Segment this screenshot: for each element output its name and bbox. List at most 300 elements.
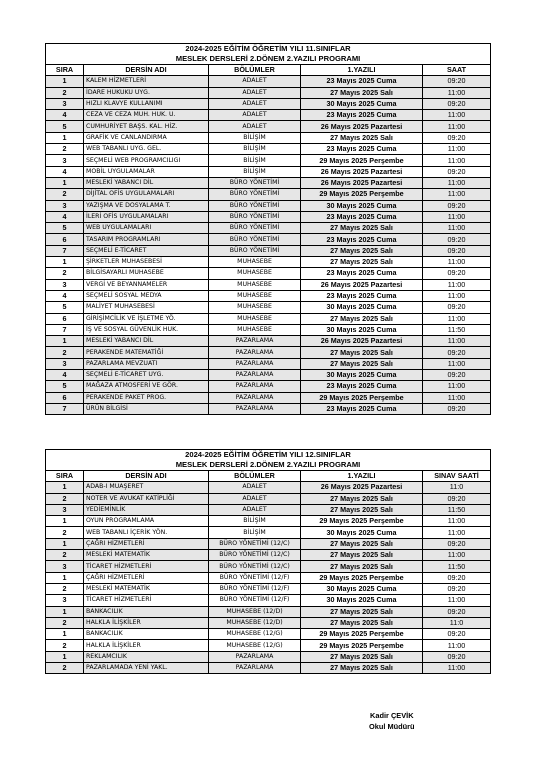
cell-yazili: 30 Mayıs 2025 Cuma bbox=[301, 98, 423, 109]
cell-yazili: 29 Mayıs 2025 Perşembe bbox=[301, 155, 423, 166]
table-row bbox=[46, 640, 491, 651]
table-row bbox=[46, 606, 491, 617]
table-row bbox=[46, 347, 491, 358]
cell-bolum: MUHASEBE bbox=[209, 302, 301, 313]
table-row bbox=[46, 279, 491, 290]
cell-yazili: 26 Mayıs 2025 Pazartesi bbox=[301, 482, 423, 493]
cell-saat: 11:00 bbox=[423, 211, 491, 222]
cell-sira: 7 bbox=[46, 403, 84, 414]
cell-sira: 1 bbox=[46, 177, 84, 188]
cell-ders: MESLEKİ YABANCI DİL bbox=[84, 177, 209, 188]
cell-ders: MESLEKİ MATEMATİK bbox=[84, 550, 209, 561]
cell-bolum: PAZARLAMA bbox=[209, 663, 301, 674]
cell-ders: MESLEKİ MATEMATİK bbox=[84, 583, 209, 594]
cell-bolum: BÜRO YÖNETİMİ (12/F) bbox=[209, 583, 301, 594]
cell-bolum: BÜRO YÖNETİMİ bbox=[209, 234, 301, 245]
cell-ders: İŞ VE SOSYAL GÜVENLİK HUK. bbox=[84, 324, 209, 335]
cell-ders: ÇAĞRI HİZMETLERİ bbox=[84, 572, 209, 583]
cell-bolum: BÜRO YÖNETİMİ bbox=[209, 223, 301, 234]
cell-saat: 11:00 bbox=[423, 640, 491, 651]
cell-ders: CEZA VE CEZA MUH. HUK. U. bbox=[84, 110, 209, 121]
schedule-table-12 bbox=[45, 449, 491, 674]
cell-ders: PAZARLAMA MEVZUATI bbox=[84, 358, 209, 369]
cell-ders: İDARE HUKUKU UYG. bbox=[84, 87, 209, 98]
cell-yazili: 27 Mayıs 2025 Salı bbox=[301, 606, 423, 617]
cell-yazili: 27 Mayıs 2025 Salı bbox=[301, 132, 423, 143]
cell-ders: SEÇMELİ WEB PROGRAMCILIGI bbox=[84, 155, 209, 166]
cell-sira: 3 bbox=[46, 98, 84, 109]
cell-ders: HIZLI KLAVYE KULLANIMI bbox=[84, 98, 209, 109]
cell-bolum: MUHASEBE bbox=[209, 313, 301, 324]
table-row bbox=[46, 370, 491, 381]
table-subtitle: MESLEK DERSLERİ 2.DÖNEM 2.YAZILI PROGRAMI bbox=[46, 54, 491, 65]
schedule-table-11 bbox=[45, 43, 491, 415]
cell-saat: 11:00 bbox=[423, 381, 491, 392]
cell-bolum: PAZARLAMA bbox=[209, 381, 301, 392]
cell-ders: REKLAMCILIK bbox=[84, 651, 209, 662]
cell-bolum: ADALET bbox=[209, 482, 301, 493]
cell-yazili: 30 Mayıs 2025 Cuma bbox=[301, 302, 423, 313]
cell-yazili: 26 Mayıs 2025 Pazartesi bbox=[301, 166, 423, 177]
cell-sira: 1 bbox=[46, 538, 84, 549]
cell-bolum: PAZARLAMA bbox=[209, 392, 301, 403]
cell-sira: 3 bbox=[46, 279, 84, 290]
cell-yazili: 30 Mayıs 2025 Cuma bbox=[301, 527, 423, 538]
cell-sira: 3 bbox=[46, 200, 84, 211]
cell-yazili: 30 Mayıs 2025 Cuma bbox=[301, 583, 423, 594]
cell-ders: MESLEKİ YABANCI DİL bbox=[84, 336, 209, 347]
cell-sira: 2 bbox=[46, 189, 84, 200]
cell-bolum: PAZARLAMA bbox=[209, 347, 301, 358]
cell-yazili: 26 Mayıs 2025 Pazartesi bbox=[301, 279, 423, 290]
cell-sira: 6 bbox=[46, 392, 84, 403]
cell-ders: ÇAĞRI HİZMETLERİ bbox=[84, 538, 209, 549]
cell-ders: BANKACILIK bbox=[84, 629, 209, 640]
cell-ders: PERAKENDE MATEMATİĞİ bbox=[84, 347, 209, 358]
table-subtitle: MESLEK DERSLERİ 2.DÖNEM 2.YAZILI PROGRAMI bbox=[46, 460, 491, 471]
table-row bbox=[46, 392, 491, 403]
cell-bolum: PAZARLAMA bbox=[209, 336, 301, 347]
cell-sira: 3 bbox=[46, 595, 84, 606]
cell-saat: 09:20 bbox=[423, 245, 491, 256]
cell-yazili: 23 Mayıs 2025 Cuma bbox=[301, 403, 423, 414]
cell-ders: ÜRÜN BİLGİSİ bbox=[84, 403, 209, 414]
cell-saat: 11:00 bbox=[423, 527, 491, 538]
cell-ders: MOBİL UYGULAMALAR bbox=[84, 166, 209, 177]
cell-sira: 2 bbox=[46, 347, 84, 358]
principal-title: Okul Müdürü bbox=[369, 722, 415, 731]
cell-bolum: ADALET bbox=[209, 110, 301, 121]
cell-saat: 09:20 bbox=[423, 76, 491, 87]
cell-bolum: ADALET bbox=[209, 98, 301, 109]
cell-bolum: MUHASEBE (12/D) bbox=[209, 606, 301, 617]
cell-saat: 11:00 bbox=[423, 516, 491, 527]
cell-ders: KALEM HİZMETLERİ bbox=[84, 76, 209, 87]
cell-yazili: 29 Mayıs 2025 Perşembe bbox=[301, 629, 423, 640]
table-row bbox=[46, 313, 491, 324]
cell-ders: PAZARLAMADA YENİ YAKL. bbox=[84, 663, 209, 674]
cell-yazili: 27 Mayıs 2025 Salı bbox=[301, 87, 423, 98]
table-row bbox=[46, 482, 491, 493]
cell-sira: 2 bbox=[46, 87, 84, 98]
cell-ders: SEÇMELİ E-TİCARET bbox=[84, 245, 209, 256]
cell-saat: 09:20 bbox=[423, 98, 491, 109]
cell-sira: 1 bbox=[46, 651, 84, 662]
cell-ders: GİRİŞİMCİLİK VE İŞLETME YÖ. bbox=[84, 313, 209, 324]
cell-sira: 4 bbox=[46, 290, 84, 301]
cell-ders: TİCARET HİZMETLERİ bbox=[84, 561, 209, 572]
cell-sira: 6 bbox=[46, 234, 84, 245]
cell-yazili: 29 Mayıs 2025 Perşembe bbox=[301, 392, 423, 403]
table-row bbox=[46, 538, 491, 549]
cell-saat: 09:20 bbox=[423, 302, 491, 313]
header-ders: DERSİN ADI bbox=[84, 471, 209, 482]
cell-saat: 11:00 bbox=[423, 595, 491, 606]
cell-saat: 09:20 bbox=[423, 629, 491, 640]
table-row bbox=[46, 245, 491, 256]
cell-ders: NOTER VE AVUKAT KATİPLİĞİ bbox=[84, 493, 209, 504]
cell-sira: 1 bbox=[46, 257, 84, 268]
cell-yazili: 23 Mayıs 2025 Cuma bbox=[301, 290, 423, 301]
cell-bolum: BÜRO YÖNETİMİ (12/C) bbox=[209, 561, 301, 572]
cell-sira: 1 bbox=[46, 132, 84, 143]
table-row bbox=[46, 302, 491, 313]
cell-saat: 11:00 bbox=[423, 223, 491, 234]
cell-bolum: BÜRO YÖNETİMİ bbox=[209, 211, 301, 222]
cell-bolum: BÜRO YÖNETİMİ (12/C) bbox=[209, 550, 301, 561]
cell-saat: 11:0 bbox=[423, 482, 491, 493]
cell-yazili: 23 Mayıs 2025 Cuma bbox=[301, 110, 423, 121]
header-yazili: 1.YAZILI bbox=[301, 65, 423, 76]
table-title: 2024-2025 EĞİTİM ÖĞRETİM YILI 12.SINIFLAR bbox=[46, 450, 491, 461]
table-row bbox=[46, 324, 491, 335]
cell-saat: 09:20 bbox=[423, 606, 491, 617]
table-row bbox=[46, 561, 491, 572]
cell-ders: WEB UYGULAMALARI bbox=[84, 223, 209, 234]
cell-bolum: BÜRO YÖNETİMİ (12/F) bbox=[209, 595, 301, 606]
cell-yazili: 26 Mayıs 2025 Pazartesi bbox=[301, 121, 423, 132]
table-row bbox=[46, 595, 491, 606]
table-row bbox=[46, 177, 491, 188]
cell-bolum: MUHASEBE bbox=[209, 324, 301, 335]
cell-yazili: 27 Mayıs 2025 Salı bbox=[301, 257, 423, 268]
table-row bbox=[46, 403, 491, 414]
cell-ders: SEÇMELİ SOSYAL MEDYA bbox=[84, 290, 209, 301]
cell-ders: TASARIM PROGRAMLARI bbox=[84, 234, 209, 245]
cell-saat: 09:20 bbox=[423, 583, 491, 594]
header-row bbox=[46, 471, 491, 482]
cell-sira: 2 bbox=[46, 493, 84, 504]
cell-bolum: BÜRO YÖNETİMİ (12/F) bbox=[209, 572, 301, 583]
cell-bolum: ADALET bbox=[209, 121, 301, 132]
cell-bolum: PAZARLAMA bbox=[209, 370, 301, 381]
table-row bbox=[46, 493, 491, 504]
table-row bbox=[46, 572, 491, 583]
cell-bolum: MUHASEBE bbox=[209, 268, 301, 279]
cell-bolum: BİLİŞİM bbox=[209, 144, 301, 155]
table-row bbox=[46, 257, 491, 268]
table-row bbox=[46, 663, 491, 674]
table-row bbox=[46, 629, 491, 640]
cell-saat: 11:00 bbox=[423, 144, 491, 155]
cell-bolum: ADALET bbox=[209, 76, 301, 87]
cell-sira: 1 bbox=[46, 516, 84, 527]
cell-bolum: BİLİŞİM bbox=[209, 132, 301, 143]
cell-saat: 11:50 bbox=[423, 504, 491, 515]
cell-saat: 09:20 bbox=[423, 651, 491, 662]
cell-yazili: 30 Mayıs 2025 Cuma bbox=[301, 370, 423, 381]
cell-sira: 5 bbox=[46, 121, 84, 132]
header-bolum: BÖLÜMLER bbox=[209, 65, 301, 76]
cell-saat: 11:00 bbox=[423, 392, 491, 403]
table-row bbox=[46, 223, 491, 234]
table-row bbox=[46, 290, 491, 301]
cell-sira: 3 bbox=[46, 358, 84, 369]
cell-yazili: 29 Mayıs 2025 Perşembe bbox=[301, 189, 423, 200]
cell-sira: 1 bbox=[46, 572, 84, 583]
table-row bbox=[46, 200, 491, 211]
table-row bbox=[46, 550, 491, 561]
table-row bbox=[46, 211, 491, 222]
cell-yazili: 23 Mayıs 2025 Cuma bbox=[301, 144, 423, 155]
cell-ders: BİLGİSAYARLI MUHASEBE bbox=[84, 268, 209, 279]
cell-yazili: 27 Mayıs 2025 Salı bbox=[301, 245, 423, 256]
cell-yazili: 27 Mayıs 2025 Salı bbox=[301, 651, 423, 662]
cell-bolum: BİLİŞİM bbox=[209, 516, 301, 527]
exam-schedule-grade-11 bbox=[45, 43, 490, 415]
cell-saat: 11:00 bbox=[423, 290, 491, 301]
cell-bolum: BÜRO YÖNETİMİ bbox=[209, 189, 301, 200]
cell-saat: 11:50 bbox=[423, 324, 491, 335]
cell-bolum: PAZARLAMA bbox=[209, 403, 301, 414]
header-sira: SIRA bbox=[46, 65, 84, 76]
table-row bbox=[46, 76, 491, 87]
table-row bbox=[46, 87, 491, 98]
cell-sira: 2 bbox=[46, 144, 84, 155]
cell-bolum: PAZARLAMA bbox=[209, 651, 301, 662]
table-row bbox=[46, 651, 491, 662]
cell-bolum: BÜRO YÖNETİMİ bbox=[209, 245, 301, 256]
cell-sira: 2 bbox=[46, 268, 84, 279]
table-title: 2024-2025 EĞİTİM ÖĞRETİM YILI 11.SINIFLAR bbox=[46, 44, 491, 55]
table-row bbox=[46, 381, 491, 392]
table-row bbox=[46, 132, 491, 143]
cell-saat: 11:00 bbox=[423, 87, 491, 98]
cell-bolum: ADALET bbox=[209, 504, 301, 515]
table-row bbox=[46, 527, 491, 538]
cell-sira: 5 bbox=[46, 381, 84, 392]
table-row bbox=[46, 110, 491, 121]
cell-sira: 2 bbox=[46, 527, 84, 538]
cell-sira: 4 bbox=[46, 370, 84, 381]
cell-sira: 3 bbox=[46, 504, 84, 515]
cell-yazili: 23 Mayıs 2025 Cuma bbox=[301, 76, 423, 87]
cell-yazili: 23 Mayıs 2025 Cuma bbox=[301, 211, 423, 222]
header-ders: DERSİN ADI bbox=[84, 65, 209, 76]
cell-saat: 11:00 bbox=[423, 257, 491, 268]
cell-sira: 2 bbox=[46, 550, 84, 561]
cell-sira: 2 bbox=[46, 583, 84, 594]
cell-ders: MAĞAZA ATMOSFERİ VE GÖR. bbox=[84, 381, 209, 392]
cell-bolum: ADALET bbox=[209, 493, 301, 504]
cell-ders: OYUN PROGRAMLAMA bbox=[84, 516, 209, 527]
cell-saat: 09:20 bbox=[423, 166, 491, 177]
cell-sira: 5 bbox=[46, 223, 84, 234]
cell-yazili: 29 Mayıs 2025 Perşembe bbox=[301, 640, 423, 651]
table-row bbox=[46, 336, 491, 347]
cell-yazili: 27 Mayıs 2025 Salı bbox=[301, 663, 423, 674]
cell-yazili: 27 Mayıs 2025 Salı bbox=[301, 550, 423, 561]
cell-ders: BANKACILIK bbox=[84, 606, 209, 617]
cell-sira: 4 bbox=[46, 211, 84, 222]
cell-ders: ŞİRKETLER MUHASEBESİ bbox=[84, 257, 209, 268]
table-row bbox=[46, 358, 491, 369]
cell-yazili: 27 Mayıs 2025 Salı bbox=[301, 493, 423, 504]
cell-bolum: MUHASEBE bbox=[209, 290, 301, 301]
cell-saat: 11:0 bbox=[423, 617, 491, 628]
cell-saat: 09:20 bbox=[423, 493, 491, 504]
cell-ders: ADAB-I MUAŞERET bbox=[84, 482, 209, 493]
cell-ders: YEDİEMİNLİK bbox=[84, 504, 209, 515]
cell-saat: 09:20 bbox=[423, 347, 491, 358]
cell-yazili: 27 Mayıs 2025 Salı bbox=[301, 358, 423, 369]
cell-yazili: 30 Mayıs 2025 Cuma bbox=[301, 595, 423, 606]
cell-yazili: 30 Mayıs 2025 Cuma bbox=[301, 324, 423, 335]
cell-sira: 7 bbox=[46, 324, 84, 335]
cell-saat: 09:20 bbox=[423, 403, 491, 414]
cell-bolum: MUHASEBE (12/G) bbox=[209, 629, 301, 640]
cell-bolum: PAZARLAMA bbox=[209, 358, 301, 369]
cell-saat: 11:00 bbox=[423, 177, 491, 188]
cell-sira: 1 bbox=[46, 629, 84, 640]
cell-saat: 11:00 bbox=[423, 550, 491, 561]
cell-saat: 09:20 bbox=[423, 538, 491, 549]
cell-sira: 2 bbox=[46, 640, 84, 651]
cell-saat: 11:00 bbox=[423, 279, 491, 290]
table-row bbox=[46, 189, 491, 200]
cell-sira: 3 bbox=[46, 561, 84, 572]
cell-ders: HALKLA İLİŞKİLER bbox=[84, 617, 209, 628]
cell-sira: 3 bbox=[46, 155, 84, 166]
cell-sira: 1 bbox=[46, 482, 84, 493]
table-row bbox=[46, 504, 491, 515]
cell-bolum: BİLİŞİM bbox=[209, 166, 301, 177]
table-row bbox=[46, 516, 491, 527]
cell-bolum: BÜRO YÖNETİMİ bbox=[209, 177, 301, 188]
cell-yazili: 23 Mayıs 2025 Cuma bbox=[301, 234, 423, 245]
cell-saat: 11:00 bbox=[423, 121, 491, 132]
header-saat: SAAT bbox=[423, 65, 491, 76]
cell-sira: 1 bbox=[46, 76, 84, 87]
table-row bbox=[46, 234, 491, 245]
header-sira: SIRA bbox=[46, 471, 84, 482]
cell-yazili: 26 Mayıs 2025 Pazartesi bbox=[301, 177, 423, 188]
cell-bolum: BİLİŞİM bbox=[209, 155, 301, 166]
cell-sira: 4 bbox=[46, 166, 84, 177]
cell-bolum: MUHASEBE bbox=[209, 257, 301, 268]
cell-saat: 11:00 bbox=[423, 336, 491, 347]
cell-saat: 11:00 bbox=[423, 313, 491, 324]
table-row bbox=[46, 98, 491, 109]
cell-sira: 1 bbox=[46, 336, 84, 347]
cell-yazili: 29 Mayıs 2025 Perşembe bbox=[301, 572, 423, 583]
cell-bolum: BİLİŞİM bbox=[209, 527, 301, 538]
exam-schedule-grade-12 bbox=[45, 449, 490, 674]
cell-yazili: 27 Mayıs 2025 Salı bbox=[301, 504, 423, 515]
cell-bolum: MUHASEBE bbox=[209, 279, 301, 290]
cell-ders: WEB TABANLI UYG. GEL. bbox=[84, 144, 209, 155]
cell-saat: 09:20 bbox=[423, 200, 491, 211]
cell-ders: VERGİ VE BEYANNAMELER bbox=[84, 279, 209, 290]
cell-ders: İLERİ OFİS UYGULAMALARI bbox=[84, 211, 209, 222]
cell-yazili: 27 Mayıs 2025 Salı bbox=[301, 347, 423, 358]
table-row bbox=[46, 144, 491, 155]
cell-ders: MALİYET MUHASEBESİ bbox=[84, 302, 209, 313]
table-row bbox=[46, 617, 491, 628]
cell-ders: YAZIŞMA VE DOSYALAMA T. bbox=[84, 200, 209, 211]
header-bolum: BÖLÜMLER bbox=[209, 471, 301, 482]
cell-bolum: MUHASEBE (12/D) bbox=[209, 617, 301, 628]
cell-ders: DİJİTAL OFİS UYGULAMALARI bbox=[84, 189, 209, 200]
cell-yazili: 27 Mayıs 2025 Salı bbox=[301, 538, 423, 549]
cell-yazili: 23 Mayıs 2025 Cuma bbox=[301, 268, 423, 279]
cell-saat: 09:20 bbox=[423, 572, 491, 583]
cell-ders: TİCARET HİZMETLERİ bbox=[84, 595, 209, 606]
cell-yazili: 23 Mayıs 2025 Cuma bbox=[301, 381, 423, 392]
cell-saat: 09:20 bbox=[423, 268, 491, 279]
cell-ders: HALKLA İLİŞKİLER bbox=[84, 640, 209, 651]
cell-ders: PERAKENDE PAKET PROG. bbox=[84, 392, 209, 403]
cell-ders: SEÇMELİ E-TİCARET UYG. bbox=[84, 370, 209, 381]
cell-sira: 5 bbox=[46, 302, 84, 313]
cell-saat: 11:00 bbox=[423, 358, 491, 369]
cell-sira: 7 bbox=[46, 245, 84, 256]
cell-yazili: 27 Mayıs 2025 Salı bbox=[301, 313, 423, 324]
cell-bolum: ADALET bbox=[209, 87, 301, 98]
table-row bbox=[46, 121, 491, 132]
cell-saat: 09:20 bbox=[423, 234, 491, 245]
header-row bbox=[46, 65, 491, 76]
cell-sira: 4 bbox=[46, 110, 84, 121]
cell-ders: GRAFİK VE CANLANDIRMA bbox=[84, 132, 209, 143]
cell-saat: 11:50 bbox=[423, 561, 491, 572]
cell-sira: 1 bbox=[46, 606, 84, 617]
header-saat: SINAV SAATİ bbox=[423, 471, 491, 482]
cell-yazili: 27 Mayıs 2025 Salı bbox=[301, 561, 423, 572]
principal-name: Kadir ÇEVİK bbox=[370, 711, 414, 720]
cell-sira: 6 bbox=[46, 313, 84, 324]
table-row bbox=[46, 166, 491, 177]
cell-bolum: BÜRO YÖNETİMİ bbox=[209, 200, 301, 211]
cell-saat: 11:00 bbox=[423, 110, 491, 121]
cell-saat: 11:00 bbox=[423, 189, 491, 200]
cell-bolum: BÜRO YÖNETİMİ (12/C) bbox=[209, 538, 301, 549]
cell-yazili: 26 Mayıs 2025 Pazartesi bbox=[301, 336, 423, 347]
signature-block bbox=[369, 710, 415, 732]
cell-yazili: 30 Mayıs 2025 Cuma bbox=[301, 200, 423, 211]
cell-saat: 11:00 bbox=[423, 155, 491, 166]
table-row bbox=[46, 583, 491, 594]
cell-sira: 2 bbox=[46, 663, 84, 674]
cell-ders: WEB TABANLI İÇERİK YÖN. bbox=[84, 527, 209, 538]
cell-yazili: 27 Mayıs 2025 Salı bbox=[301, 617, 423, 628]
cell-ders: CUMHURİYET BAŞS. KAL. HİZ. bbox=[84, 121, 209, 132]
cell-yazili: 27 Mayıs 2025 Salı bbox=[301, 223, 423, 234]
table-row bbox=[46, 268, 491, 279]
cell-yazili: 29 Mayıs 2025 Perşembe bbox=[301, 516, 423, 527]
cell-sira: 2 bbox=[46, 617, 84, 628]
cell-saat: 09:20 bbox=[423, 132, 491, 143]
